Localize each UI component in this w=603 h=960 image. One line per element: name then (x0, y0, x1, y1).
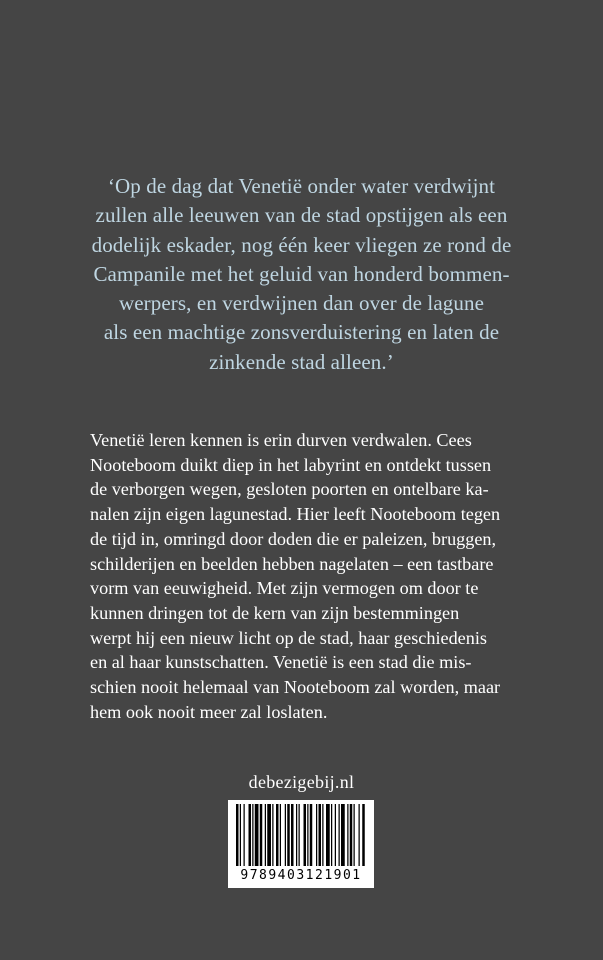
barcode-bar (287, 804, 290, 866)
barcode-bar (267, 804, 271, 866)
barcode-bar (285, 804, 286, 866)
barcode-bar (255, 804, 259, 866)
description-line: de verborgen wegen, gesloten poorten en ontelbare ka- (90, 479, 489, 500)
barcode-bar (307, 804, 308, 866)
barcode-bar (310, 804, 313, 866)
quote-line: zinkende stad alleen.’ (209, 349, 394, 374)
barcode-bar (265, 804, 266, 866)
description-line: Venetië leren kennen is erin durven verdwalen. Cees (90, 430, 472, 450)
barcode-bar (354, 804, 355, 866)
barcode-bar (272, 804, 273, 866)
barcode-bar (347, 804, 348, 866)
barcode-bar (240, 804, 241, 866)
quote-line: werpers, en verdwijnen dan over de lagune (118, 291, 485, 316)
description-line: de tijd in, omringd door doden die er paleizen, bruggen, (90, 528, 497, 549)
barcode-bar (316, 804, 317, 866)
barcode-bar (359, 804, 360, 866)
barcode-bar (331, 804, 332, 866)
description-line: schilderijen en beelden hebben nagelaten – een tastbare (90, 553, 494, 574)
quote-line: zullen alle leeuwen van de stad opstijgen als een (95, 203, 508, 228)
barcode-bar (299, 804, 300, 866)
barcode-bar (260, 804, 263, 866)
description-line: en al haar kunstschatten. Venetië is een stad die mis- (90, 652, 472, 673)
quote-line: dodelijk eskader, nog één keer vliegen ze rond de (91, 232, 512, 257)
back-cover-quote (40, 172, 563, 377)
barcode-bar (341, 804, 345, 866)
description-line: schien nooit helemaal van Nooteboom zal worden, maar (90, 677, 501, 698)
barcode-bar (296, 804, 297, 866)
description-line: kunnen dringen tot de kern van zijn bestemmingen (90, 602, 460, 623)
barcode-bar (319, 804, 322, 866)
description-line: hem ook nooit meer zal loslaten. (90, 701, 328, 722)
isbn-number: 9789403121901 (240, 868, 362, 883)
book-description (90, 428, 530, 724)
barcode-bar (280, 804, 281, 866)
barcode-bar (249, 804, 252, 866)
barcode-bar (304, 804, 307, 866)
barcode-bar (350, 804, 353, 866)
barcode-bar (326, 804, 330, 866)
quote-line: Campanile met het geluid van honderd bommen- (93, 261, 510, 286)
description-line: vorm van eeuwigheid. Met zijn vermogen om door te (90, 578, 479, 599)
barcode-bar (252, 804, 253, 866)
barcode-bar (335, 804, 336, 866)
barcode-bar (276, 804, 279, 866)
barcode-bar (339, 804, 340, 866)
quote-line: als een machtige zonsverduistering en laten de (103, 320, 500, 345)
barcode-bar (244, 804, 245, 866)
quote-line: ‘Op de dag dat Venetië onder water verdwijnt (107, 174, 496, 198)
isbn-barcode (228, 800, 374, 888)
publisher-website: debezigebij.nl (248, 772, 355, 792)
barcode-bar (291, 804, 294, 866)
barcode-bar (362, 804, 365, 866)
description-line: nalen zijn eigen lagunestad. Hier leeft Nooteboom tegen (90, 504, 501, 525)
barcode-bar (236, 804, 239, 866)
barcode-bar (322, 804, 323, 866)
barcode-bars (228, 800, 374, 870)
description-line: Nooteboom duikt diep in het labyrint en ontdekt tussen (90, 454, 492, 475)
description-line: werpt hij een nieuw licht op de stad, haar geschiedenis (90, 627, 487, 648)
